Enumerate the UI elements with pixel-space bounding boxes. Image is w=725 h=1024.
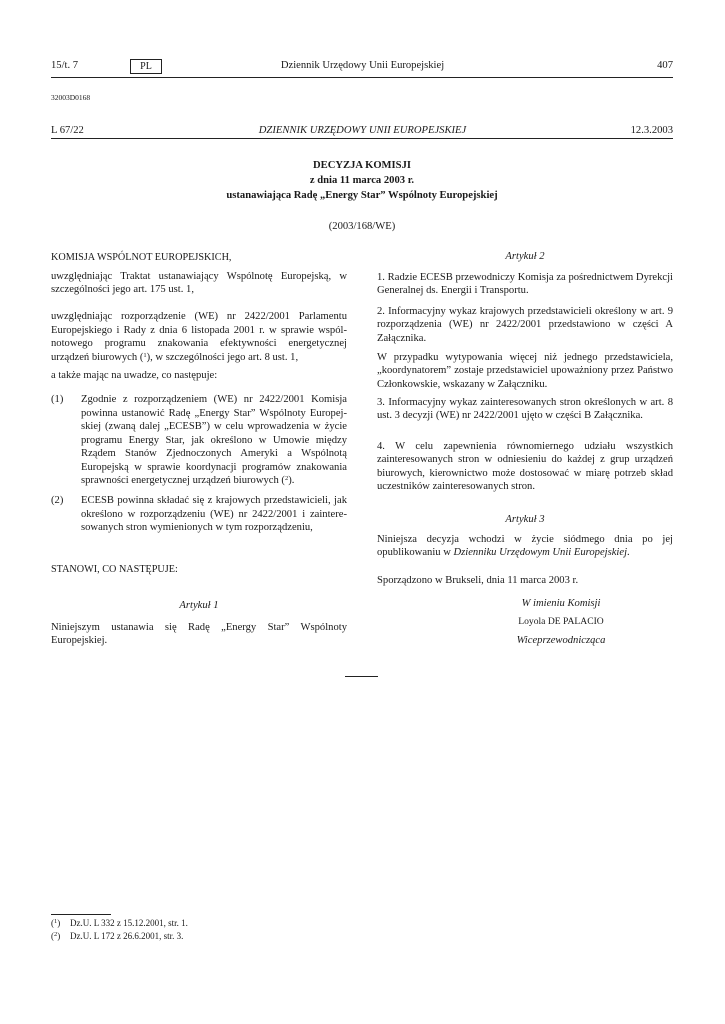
article-1-text: Niniejszym ustanawia się Radę „Energy Star” Wspólnoty Europejskiej. bbox=[51, 622, 347, 647]
recital-treaty: uwzględniając Traktat ustanawiający Wspólnotę Europejską, w szczególności jego art. 175 ust. 1, bbox=[51, 271, 347, 296]
article-2-para2: 2. Informacyjny wykaz krajowych przedstawicieli określony w art. 9 rozporządzenia (WE) nr 2422/2001 przedstawiono w części A Załącznika. bbox=[377, 306, 673, 344]
recital-regulation-line4 bbox=[51, 351, 347, 364]
recital-1-end-a: sprawności energetycznej urządzeń biurowych ( bbox=[81, 475, 285, 486]
issuer: KOMISJA WSPÓLNOT EUROPEJSKICH, bbox=[51, 252, 232, 263]
recital-1-line5: Rządem Stanów Zjednoczonych Ameryki a Wspólnotą bbox=[81, 448, 347, 459]
recital-1-end-b: ). bbox=[288, 475, 295, 486]
issue-ref: L 67/22 bbox=[51, 125, 84, 136]
journal-name-caps: DZIENNIK URZĘDOWY UNII EUROPEJSKIEJ bbox=[258, 125, 467, 136]
article-3-text-a: Niniejsza decyzja wchodzi w życie siódmego dnia po jej opublikowaniu w bbox=[377, 534, 673, 559]
title-line1: DECYZJA KOMISJI bbox=[312, 160, 411, 171]
footnote-2-number: 2 bbox=[54, 931, 58, 938]
recital-regulation-line3: notowego programu znakowania efektywności energetycznej bbox=[51, 338, 347, 349]
article-2-para3: W przypadku wytypowania więcej niż jednego przedstawiciela, „koordynatorem” zostaje przedstawiciel upoważniony przez Państwo Członkowskie, wskazany w Załączniku. bbox=[377, 352, 673, 390]
volume-ref: 15/t. 7 bbox=[51, 60, 79, 71]
end-of-text-rule bbox=[345, 676, 378, 677]
done-at: Sporządzono w Brukseli, dnia 11 marca 2003 r. bbox=[377, 575, 579, 586]
article-3-text bbox=[377, 533, 673, 560]
recital-regulation-line2: Europejskiego i Rady z dnia 6 listopada 2001 r. w sprawie wspól- bbox=[51, 324, 347, 336]
article-3-text-b: . bbox=[627, 547, 630, 559]
recital-2-number: (2) bbox=[51, 495, 64, 506]
recital-1-line1: Zgodnie z rozporządzeniem (WE) nr 2422/2001 Komisja bbox=[81, 394, 347, 405]
page-number: 407 bbox=[657, 60, 673, 71]
running-header-rule bbox=[51, 138, 673, 139]
footnote-ref-1: 1 bbox=[143, 351, 147, 359]
recital-regulation-end-a: urządzeń biurowych ( bbox=[51, 351, 144, 363]
footnote-separator bbox=[51, 914, 111, 915]
recital-2-line3: sowanych stron wymienionych w tym rozporządzeniu, bbox=[81, 522, 313, 533]
article-2-para4: 3. Informacyjny wykaz zainteresowanych stron określonych w art. 8 ust. 3 decyzji (WE) nr 2422/2001 ujęto w części B Załącznika. bbox=[377, 397, 673, 422]
journal-name: Dziennik Urzędowy Unii Europejskiej bbox=[280, 60, 445, 71]
footnote-1-number: 1 bbox=[54, 918, 58, 925]
language-code-box: PL bbox=[130, 59, 162, 74]
whereas-intro: a także mając na uwadze, co następuje: bbox=[51, 370, 218, 381]
issue-date: 12.3.2003 bbox=[630, 125, 673, 136]
article-3-journal-name: Dzienniku Urzędowym Unii Europejskiej bbox=[453, 547, 628, 559]
footnote-1-text: Dz.U. L 332 z 15.12.2001, str. 1. bbox=[70, 918, 188, 928]
article-2-heading: Artykuł 2 bbox=[505, 251, 545, 262]
recital-1-line7 bbox=[81, 474, 347, 487]
recital-1-line4: programu Energy Star, jak określono w Umowie między bbox=[81, 434, 347, 446]
article-3-heading: Artykuł 3 bbox=[505, 514, 545, 525]
recital-2-line2: określono w rozporządzeniu (WE) nr 2422/2001 i zaintere- bbox=[81, 508, 347, 520]
signatory-role: Wiceprzewodnicząca bbox=[516, 635, 606, 646]
recital-regulation-line1: uwzględniając rozporządzenie (WE) nr 2422/2001 Parlamentu bbox=[51, 311, 347, 322]
recital-regulation-end-b: ), w szczególności jego art. 8 ust. 1, bbox=[146, 351, 299, 363]
recital-1-line6: Europejską w sprawie koordynacji programów znakowania bbox=[81, 461, 347, 473]
article-2-para5: 4. W celu zapewnienia równomiernego udziału wszystkich zainteresowanych stron w odniesieniu do każdej z grup urządzeń biurowych, kierownictwo może dostosować w miarę potrzeb skład uczestników zainteresowanych stron. bbox=[377, 441, 673, 493]
recital-1-line2: powinna ustanowić Radę „Energy Star” Wspólnoty Europej- bbox=[81, 407, 347, 419]
signatory-name: Loyola DE PALACIO bbox=[518, 616, 604, 627]
doc-code: 32003D0168 bbox=[51, 93, 91, 102]
footnote-2-text: Dz.U. L 172 z 26.6.2001, str. 3. bbox=[70, 931, 184, 941]
recital-2-line1: ECESB powinna składać się z krajowych przedstawicieli, jak bbox=[81, 495, 347, 506]
on-behalf-of: W imieniu Komisji bbox=[521, 598, 601, 609]
footnote-ref-2: 2 bbox=[284, 475, 289, 482]
recital-1-line3: skiej (zwaną dalej „ECESB”) w celu wprowadzenia w życie bbox=[81, 421, 347, 432]
recital-1-number: (1) bbox=[51, 394, 64, 405]
title-line2: z dnia 11 marca 2003 r. bbox=[309, 175, 415, 186]
article-2-para1: 1. Radzie ECESB przewodniczy Komisja za pośrednictwem Dyrekcji Generalnej ds. Energii i Transportu. bbox=[377, 272, 673, 297]
footnote-1: ($^1$) bbox=[51, 918, 61, 928]
footnote-2: ($^2$) bbox=[51, 931, 61, 941]
article-1-heading: Artykuł 1 bbox=[179, 600, 219, 611]
header-rule bbox=[51, 77, 673, 78]
decides-heading: STANOWI, CO NASTĘPUJE: bbox=[51, 564, 178, 575]
decision-ref: (2003/168/WE) bbox=[328, 221, 396, 232]
title-line3: ustanawiająca Radę „Energy Star” Wspólnoty Europejskiej bbox=[226, 190, 498, 201]
